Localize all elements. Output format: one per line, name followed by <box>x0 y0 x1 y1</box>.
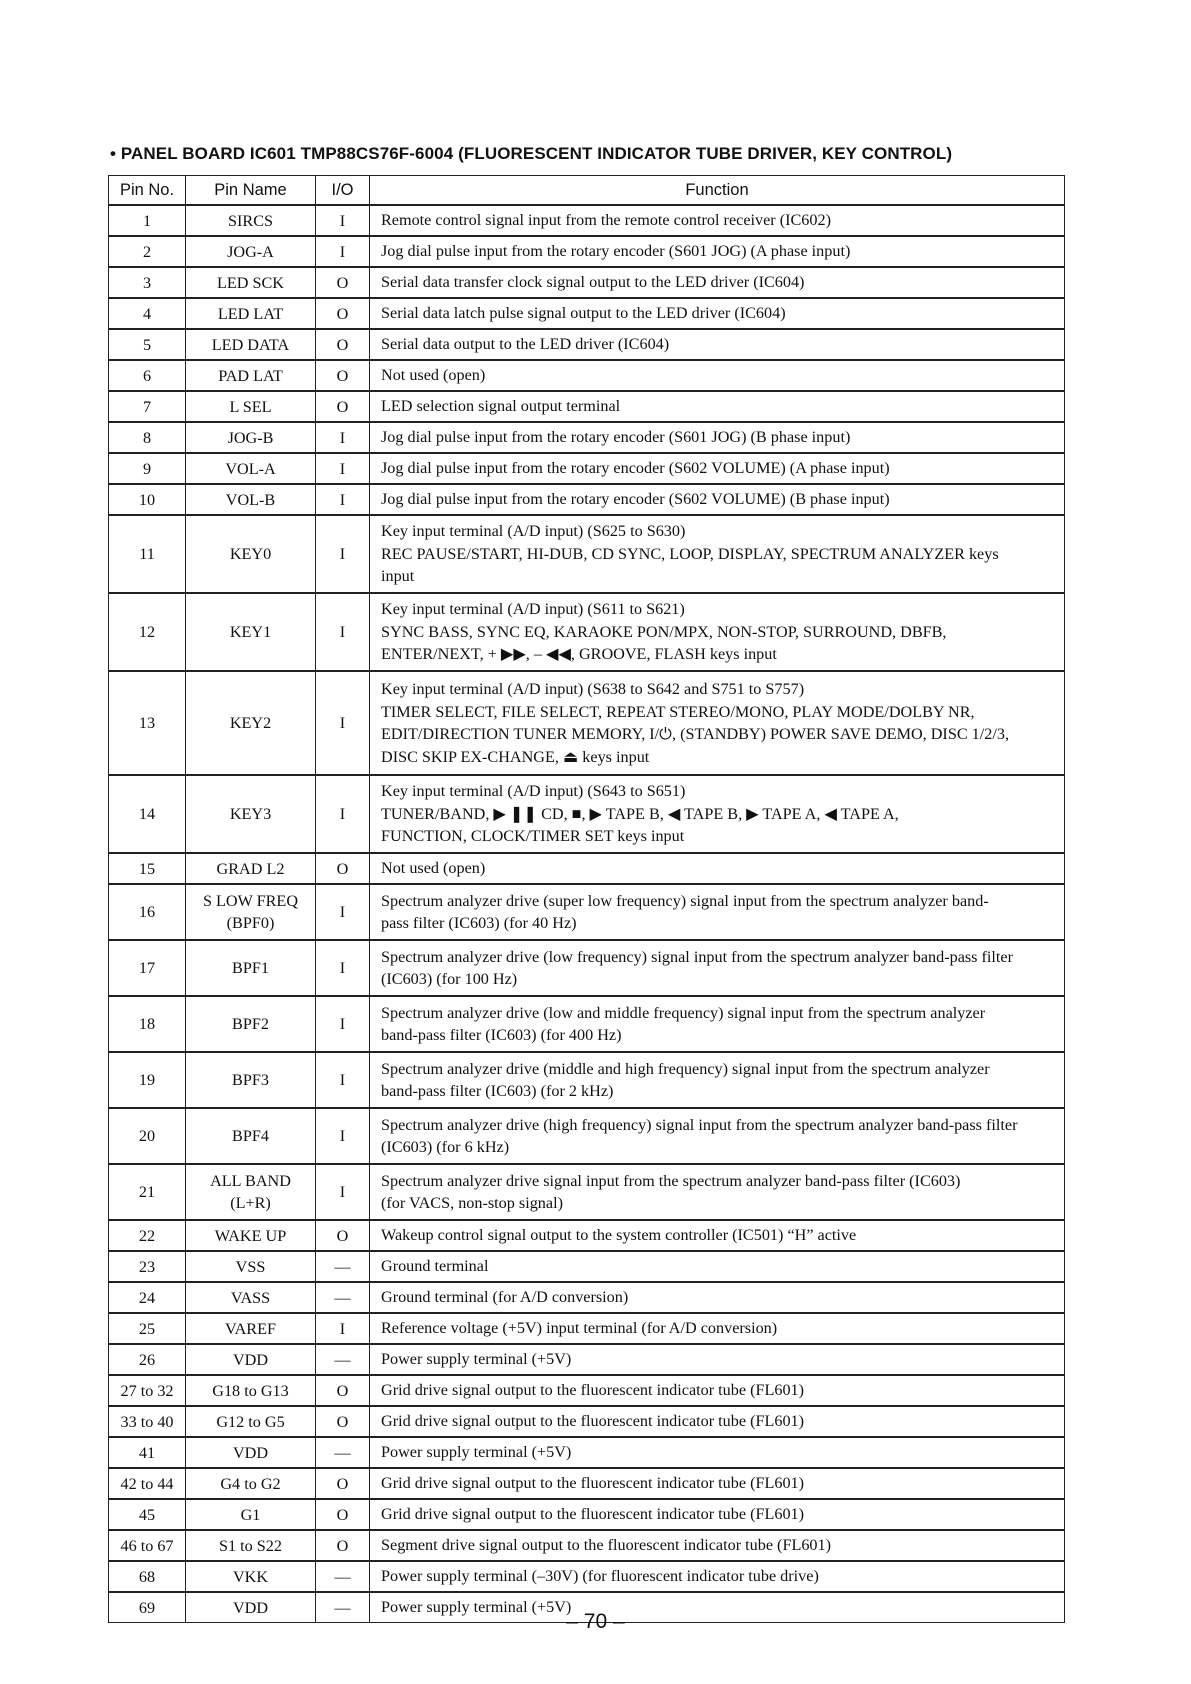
table-row <box>109 1437 1065 1468</box>
pin-io: O <box>316 267 370 298</box>
pin-function-line: FUNCTION, CLOCK/TIMER SET keys input <box>381 827 685 846</box>
pin-io: O <box>316 1499 370 1530</box>
pin-function <box>370 1344 1065 1375</box>
pin-name-line: GRAD L2 <box>216 859 285 878</box>
pin-name <box>186 1344 316 1375</box>
pin-name-line: VAREF <box>225 1319 276 1338</box>
table-row <box>109 1313 1065 1344</box>
table-row <box>109 391 1065 422</box>
pin-function-line: TIMER SELECT, FILE SELECT, REPEAT STEREO/MONO, PLAY MODE/DOLBY NR, <box>381 702 975 721</box>
pin-number: 5 <box>109 329 186 360</box>
pin-io: O <box>316 391 370 422</box>
pin-function <box>370 484 1065 515</box>
table-row <box>109 1052 1065 1108</box>
pin-name <box>186 205 316 236</box>
pin-number: 33 to 40 <box>109 1406 186 1437</box>
pin-io: O <box>316 298 370 329</box>
pin-name-line: G18 to G13 <box>212 1381 289 1400</box>
pin-name <box>186 853 316 884</box>
table-row <box>109 1251 1065 1282</box>
table-row <box>109 1468 1065 1499</box>
table-row <box>109 484 1065 515</box>
pin-name-line: BPF1 <box>232 959 269 977</box>
pin-number: 22 <box>109 1220 186 1251</box>
pin-function-line: (IC603) (for 6 kHz) <box>381 1138 510 1156</box>
pin-name <box>186 1499 316 1530</box>
pin-io: O <box>316 1406 370 1437</box>
table-row <box>109 1164 1065 1220</box>
pin-name <box>186 1375 316 1406</box>
pin-function-line: LED selection signal output terminal <box>381 397 621 416</box>
pin-io: O <box>316 329 370 360</box>
pin-function <box>370 671 1065 775</box>
pin-number: 8 <box>109 422 186 453</box>
pin-function <box>370 1437 1065 1468</box>
pin-number: 11 <box>109 515 186 593</box>
pin-function-line: band-pass filter (IC603) (for 2 kHz) <box>381 1082 614 1100</box>
table-row <box>109 236 1065 267</box>
table-row <box>109 1344 1065 1375</box>
pin-name <box>186 1468 316 1499</box>
pin-name-line: (L+R) <box>230 1194 271 1212</box>
pin-io: I <box>316 205 370 236</box>
pin-name-line: VDD <box>232 1598 269 1617</box>
pin-function <box>370 391 1065 422</box>
pin-name-line: S LOW FREQ <box>202 892 299 910</box>
pin-name <box>186 775 316 853</box>
pin-io: I <box>316 236 370 267</box>
pin-function-line: Key input terminal (A/D input) (S643 to S651) <box>381 782 686 801</box>
header-pin-name: Pin Name <box>186 176 316 206</box>
pin-io: — <box>316 1437 370 1468</box>
pin-io: — <box>316 1561 370 1592</box>
pin-name <box>186 1406 316 1437</box>
pin-function-line: Grid drive signal output to the fluorescent indicator tube (FL601) <box>381 1505 805 1524</box>
header-pin-no: Pin No. <box>109 176 186 206</box>
pin-function-line: Serial data output to the LED driver (IC604) <box>381 335 670 354</box>
table-row <box>109 453 1065 484</box>
pin-io: — <box>316 1592 370 1623</box>
pin-name <box>186 884 316 940</box>
pin-name <box>186 1561 316 1592</box>
pin-number: 42 to 44 <box>109 1468 186 1499</box>
pin-name <box>186 996 316 1052</box>
pin-name <box>186 1052 316 1108</box>
pin-function-line: pass filter (IC603) (for 40 Hz) <box>381 914 577 932</box>
pin-name-line: (BPF0) <box>226 914 275 932</box>
table-body <box>109 205 1065 1623</box>
pin-function-table <box>108 175 1065 1623</box>
pin-name-line: ALL BAND <box>210 1172 291 1190</box>
pin-name-line: KEY0 <box>229 545 272 563</box>
pin-name-line: SIRCS <box>228 211 273 230</box>
table-row <box>109 884 1065 940</box>
pin-name <box>186 671 316 775</box>
pin-function-line: Jog dial pulse input from the rotary encoder (S601 JOG) (A phase input) <box>381 242 851 261</box>
pin-io: O <box>316 853 370 884</box>
pin-name-line: JOG-B <box>227 428 274 447</box>
pin-name-line: WAKE UP <box>214 1226 287 1245</box>
table-row <box>109 360 1065 391</box>
pin-io: I <box>316 884 370 940</box>
pin-io: — <box>316 1344 370 1375</box>
pin-function-line: SYNC BASS, SYNC EQ, KARAOKE PON/MPX, NON-STOP, SURROUND, DBFB, <box>381 622 947 641</box>
table-row <box>109 940 1065 996</box>
pin-name-line: G1 <box>240 1505 261 1524</box>
pin-function <box>370 775 1065 853</box>
pin-name <box>186 298 316 329</box>
pin-io: O <box>316 1375 370 1406</box>
pin-number: 20 <box>109 1108 186 1164</box>
pin-function <box>370 236 1065 267</box>
table-row <box>109 515 1065 593</box>
pin-name-line: KEY1 <box>229 623 272 641</box>
table-row <box>109 1561 1065 1592</box>
pin-function <box>370 1375 1065 1406</box>
pin-number: 15 <box>109 853 186 884</box>
table-row <box>109 1406 1065 1437</box>
pin-io: I <box>316 484 370 515</box>
pin-io: O <box>316 360 370 391</box>
table-row <box>109 671 1065 775</box>
table-row <box>109 853 1065 884</box>
pin-number: 13 <box>109 671 186 775</box>
pin-name <box>186 593 316 671</box>
pin-function-line: Spectrum analyzer drive (high frequency) signal input from the spectrum analyzer band-pass filter <box>381 1115 1018 1134</box>
pin-name-line: VOL-B <box>225 490 276 509</box>
pin-io: O <box>316 1468 370 1499</box>
pin-name-line: VOL-A <box>225 459 276 478</box>
pin-io: I <box>316 515 370 593</box>
page-number: – 70 – <box>566 1610 625 1633</box>
pin-function <box>370 298 1065 329</box>
pin-name-line: VDD <box>232 1443 269 1462</box>
table-row <box>109 775 1065 853</box>
pin-name-line: S1 to S22 <box>219 1536 282 1555</box>
pin-function-line: Power supply terminal (–30V) (for fluorescent indicator tube drive) <box>381 1567 819 1586</box>
pin-io: O <box>316 1220 370 1251</box>
pin-number: 46 to 67 <box>109 1530 186 1561</box>
pin-number: 21 <box>109 1164 186 1220</box>
pin-function-line: Wakeup control signal output to the system controller (IC501) “H” active <box>381 1226 857 1245</box>
pin-function-line: Reference voltage (+5V) input terminal (for A/D conversion) <box>381 1319 778 1338</box>
header-io: I/O <box>316 176 370 206</box>
pin-io: I <box>316 1108 370 1164</box>
pin-name-line: PAD LAT <box>218 366 283 385</box>
pin-function <box>370 267 1065 298</box>
pin-function-line: Key input terminal (A/D input) (S611 to S621) <box>381 600 685 619</box>
pin-number: 9 <box>109 453 186 484</box>
pin-number: 19 <box>109 1052 186 1108</box>
pin-io: I <box>316 996 370 1052</box>
pin-function <box>370 422 1065 453</box>
pin-number: 41 <box>109 1437 186 1468</box>
pin-function-line: ENTER/NEXT, + ▶▶, – ◀◀, GROOVE, FLASH keys input <box>381 645 777 664</box>
table-row <box>109 1375 1065 1406</box>
pin-name-line: JOG-A <box>227 242 274 261</box>
table-row <box>109 1282 1065 1313</box>
pin-name <box>186 1313 316 1344</box>
pin-name <box>186 422 316 453</box>
pin-function-line: Spectrum analyzer drive (super low frequency) signal input from the spectrum analyzer band- <box>381 891 989 910</box>
pin-function <box>370 884 1065 940</box>
pin-function-line: Spectrum analyzer drive (middle and high frequency) signal input from the spectrum analyzer <box>381 1059 990 1078</box>
pin-io: — <box>316 1282 370 1313</box>
pin-io: — <box>316 1251 370 1282</box>
pin-name <box>186 1108 316 1164</box>
pin-io: I <box>316 453 370 484</box>
pin-number: 1 <box>109 205 186 236</box>
pin-name-line: KEY2 <box>229 714 272 732</box>
pin-name-line: BPF2 <box>232 1015 269 1033</box>
pin-io: I <box>316 1164 370 1220</box>
pin-function-line: Jog dial pulse input from the rotary encoder (S601 JOG) (B phase input) <box>381 428 851 447</box>
pin-function-line: Jog dial pulse input from the rotary encoder (S602 VOLUME) (A phase input) <box>381 459 890 478</box>
pin-name-line: VASS <box>230 1288 271 1307</box>
pin-number: 2 <box>109 236 186 267</box>
pin-function <box>370 1313 1065 1344</box>
pin-number: 7 <box>109 391 186 422</box>
pin-function-line: Grid drive signal output to the fluorescent indicator tube (FL601) <box>381 1412 805 1431</box>
pin-io: I <box>316 422 370 453</box>
pin-function-line: Remote control signal input from the remote control receiver (IC602) <box>381 211 831 230</box>
pin-number: 6 <box>109 360 186 391</box>
pin-name <box>186 1220 316 1251</box>
pin-name-line: VSS <box>235 1257 266 1276</box>
pin-function-line: Key input terminal (A/D input) (S625 to S630) <box>381 522 686 541</box>
pin-name <box>186 329 316 360</box>
pin-name <box>186 267 316 298</box>
pin-function <box>370 940 1065 996</box>
pin-io: I <box>316 593 370 671</box>
pin-function <box>370 1251 1065 1282</box>
pin-number: 3 <box>109 267 186 298</box>
pin-function-line: Serial data latch pulse signal output to the LED driver (IC604) <box>381 304 786 323</box>
pin-number: 68 <box>109 1561 186 1592</box>
pin-name-line: KEY3 <box>229 805 272 823</box>
table-row <box>109 996 1065 1052</box>
pin-name-line: VDD <box>232 1350 269 1369</box>
pin-function <box>370 360 1065 391</box>
pin-name <box>186 940 316 996</box>
pin-function <box>370 996 1065 1052</box>
pin-name <box>186 1437 316 1468</box>
pin-name-line: LED SCK <box>216 273 284 292</box>
table-row <box>109 298 1065 329</box>
pin-io: I <box>316 940 370 996</box>
pin-name <box>186 236 316 267</box>
table-row <box>109 267 1065 298</box>
pin-name <box>186 484 316 515</box>
pin-function-line: Power supply terminal (+5V) <box>381 1350 572 1369</box>
pin-function-line: input <box>381 567 415 586</box>
pin-function <box>370 1468 1065 1499</box>
pin-number: 18 <box>109 996 186 1052</box>
pin-function <box>370 1220 1065 1251</box>
pin-function-line: Segment drive signal output to the fluorescent indicator tube (FL601) <box>381 1536 832 1555</box>
pin-name <box>186 1251 316 1282</box>
table-row <box>109 205 1065 236</box>
table-row <box>109 1108 1065 1164</box>
pin-name-line: L SEL <box>229 397 272 416</box>
pin-function-line: Power supply terminal (+5V) <box>381 1443 572 1462</box>
pin-name <box>186 1530 316 1561</box>
pin-function <box>370 853 1065 884</box>
pin-name-line: BPF3 <box>232 1071 269 1089</box>
pin-io: I <box>316 1052 370 1108</box>
pin-function-line: Grid drive signal output to the fluorescent indicator tube (FL601) <box>381 1474 805 1493</box>
pin-function-line: Spectrum analyzer drive signal input from the spectrum analyzer band-pass filter (IC603) <box>381 1171 961 1190</box>
pin-function-line: Jog dial pulse input from the rotary encoder (S602 VOLUME) (B phase input) <box>381 490 890 509</box>
pin-function-line: Spectrum analyzer drive (low frequency) signal input from the spectrum analyzer band-pass filter <box>381 947 1013 966</box>
pin-io: O <box>316 1530 370 1561</box>
table-row <box>109 593 1065 671</box>
pin-number: 27 to 32 <box>109 1375 186 1406</box>
pin-function <box>370 1561 1065 1592</box>
pin-number: 69 <box>109 1592 186 1623</box>
pin-function-line: Serial data transfer clock signal output to the LED driver (IC604) <box>381 273 805 292</box>
pin-function <box>370 453 1065 484</box>
pin-name-line: BPF4 <box>232 1127 269 1145</box>
pin-name <box>186 360 316 391</box>
pin-io: I <box>316 775 370 853</box>
pin-name <box>186 1282 316 1313</box>
table-row <box>109 1220 1065 1251</box>
pin-number: 16 <box>109 884 186 940</box>
pin-number: 14 <box>109 775 186 853</box>
pin-name-line: G12 to G5 <box>216 1412 285 1431</box>
pin-name-line: LED DATA <box>211 335 290 354</box>
pin-number: 24 <box>109 1282 186 1313</box>
pin-function-line: (for VACS, non-stop signal) <box>381 1194 563 1212</box>
pin-function-line: Ground terminal <box>381 1257 489 1276</box>
pin-io: I <box>316 1313 370 1344</box>
pin-function <box>370 205 1065 236</box>
pin-function-line: band-pass filter (IC603) (for 400 Hz) <box>381 1026 622 1044</box>
pin-function-line: Not used (open) <box>381 366 486 385</box>
pin-function <box>370 1052 1065 1108</box>
pin-function-line: Spectrum analyzer drive (low and middle frequency) signal input from the spectrum analyzer <box>381 1003 986 1022</box>
pin-io: I <box>316 671 370 775</box>
table-row <box>109 1530 1065 1561</box>
section-heading: • PANEL BOARD IC601 TMP88CS76F-6004 (FLUORESCENT INDICATOR TUBE DRIVER, KEY CONTROL) <box>110 144 953 163</box>
pin-function <box>370 329 1065 360</box>
pin-name-line: VKK <box>232 1567 269 1586</box>
pin-function <box>370 593 1065 671</box>
pin-function <box>370 515 1065 593</box>
pin-function <box>370 1530 1065 1561</box>
pin-number: 45 <box>109 1499 186 1530</box>
pin-function <box>370 1282 1065 1313</box>
pin-function <box>370 1164 1065 1220</box>
pin-function <box>370 1499 1065 1530</box>
pin-function-line: Ground terminal (for A/D conversion) <box>381 1288 629 1307</box>
pin-number: 23 <box>109 1251 186 1282</box>
pin-number: 10 <box>109 484 186 515</box>
pin-name <box>186 391 316 422</box>
pin-function-line: REC PAUSE/START, HI-DUB, CD SYNC, LOOP, DISPLAY, SPECTRUM ANALYZER keys <box>381 544 999 563</box>
pin-name-line: G4 to G2 <box>220 1474 281 1493</box>
table-row <box>109 1499 1065 1530</box>
pin-function-line: DISC SKIP EX-CHANGE, ⏏ keys input <box>381 747 650 766</box>
table-header-row <box>109 176 1065 206</box>
pin-number: 26 <box>109 1344 186 1375</box>
pin-function <box>370 1406 1065 1437</box>
pin-function-line: EDIT/DIRECTION TUNER MEMORY, I/⏻, (STANDBY) POWER SAVE DEMO, DISC 1/2/3, <box>381 725 1009 743</box>
pin-function-line: (IC603) (for 100 Hz) <box>381 970 518 988</box>
pin-function-line: Power supply terminal (+5V) <box>381 1598 572 1617</box>
pin-name <box>186 453 316 484</box>
table-row <box>109 329 1065 360</box>
pin-name-line: LED LAT <box>217 304 284 323</box>
pin-function-line: Grid drive signal output to the fluorescent indicator tube (FL601) <box>381 1381 805 1400</box>
pin-function-line: TUNER/BAND, ▶ ❚❚ CD, ■, ▶ TAPE B, ◀ TAPE B, ▶ TAPE A, ◀ TAPE A, <box>381 804 899 823</box>
pin-function-line: Not used (open) <box>381 859 486 878</box>
pin-number: 17 <box>109 940 186 996</box>
pin-name <box>186 1164 316 1220</box>
header-function: Function <box>370 176 1065 206</box>
pin-number: 4 <box>109 298 186 329</box>
table-row <box>109 422 1065 453</box>
pin-function <box>370 1108 1065 1164</box>
pin-number: 25 <box>109 1313 186 1344</box>
pin-number: 12 <box>109 593 186 671</box>
pin-name <box>186 515 316 593</box>
pin-function-line: Key input terminal (A/D input) (S638 to S642 and S751 to S757) <box>381 680 805 698</box>
